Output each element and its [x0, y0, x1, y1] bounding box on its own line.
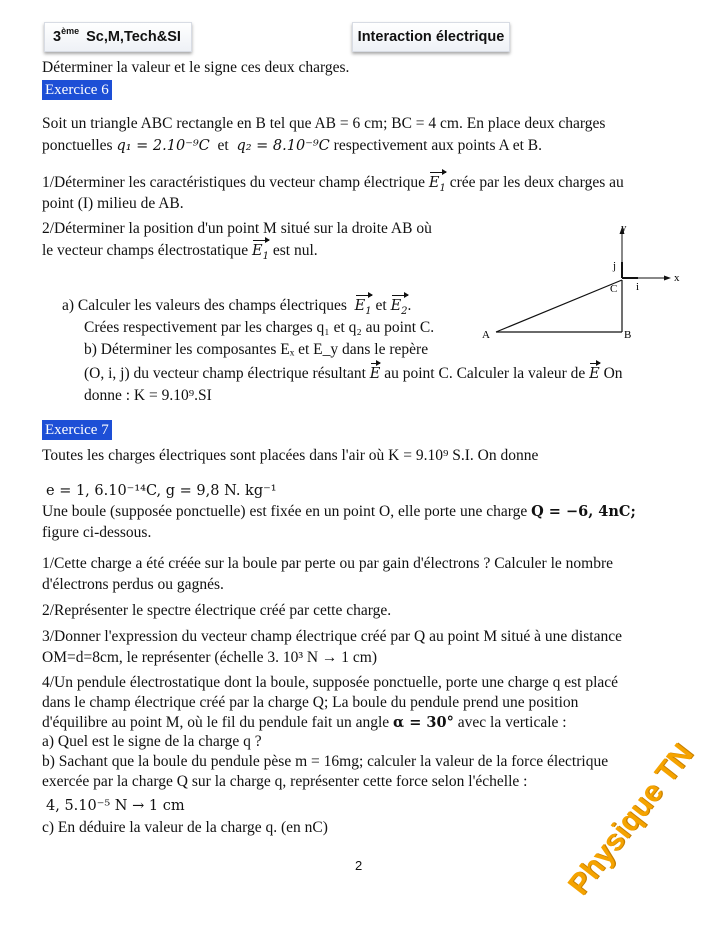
ex7-q4-b: dans le champ électrique créé par la charge Q; La boule du pendule prend une position	[42, 694, 579, 711]
ex6-qa-text: a) Calculer les valeurs des champs électriques	[62, 297, 347, 314]
ex6-q2-line-b	[42, 241, 318, 263]
ex7-q4-item-b-1: b) Sachant que la boule du pendule pèse m = 16mg; calculer la valeur de la force électrique	[42, 753, 609, 770]
ex6-q1-text-b: crée par les deux charges au	[449, 174, 624, 191]
ex7-q4-item-b-2: exercée par la charge Q sur la charge q, représenter cette force selon l'échelle :	[42, 773, 528, 790]
label-x: x	[674, 272, 680, 284]
label-a: A	[482, 329, 490, 341]
ex6-qb-text-b: au point C. Calculer la valeur de	[384, 365, 586, 382]
ex7-scale: 4, 5.10⁻⁵ N → 1 cm	[46, 798, 185, 814]
ex7-q3-a: 3/Donner l'expression du vecteur champ électrique créé par Q au point M situé à une distance	[42, 628, 622, 645]
level-superscript: ème	[61, 26, 80, 37]
label-c: C	[610, 283, 618, 295]
ex6-qa-and: et	[375, 297, 387, 314]
q1-value: q₁ = 2.10⁻⁹C	[116, 138, 210, 154]
ex6-statement-2-and: et	[217, 137, 229, 154]
ex6-qa-line-1: a) Calculer les valeurs des champs électriques $E_1$ et $E_2$.	[62, 297, 412, 317]
x-axis-arrow	[664, 276, 671, 281]
ex6-q2-text-prefix: le vecteur champs électrostatique	[42, 242, 249, 259]
page-number: 2	[355, 858, 363, 873]
ex6-q1-line-a	[42, 173, 624, 195]
ex6-qb-text-c: On	[603, 365, 623, 382]
charge-q-value: Q = −6, 4nC;	[531, 503, 636, 520]
ex7-q4-c	[42, 713, 567, 733]
label-y: y	[621, 222, 627, 234]
label-i: i	[636, 281, 640, 293]
ex7-line-3	[42, 502, 636, 522]
ex7-q4-item-c: c) En déduire la valeur de la charge q. (en nC)	[42, 819, 328, 836]
q2-value: q₂ = 8.10⁻⁹C	[236, 138, 330, 154]
ex6-qb-line-2	[84, 364, 623, 384]
ex6-qb-line-1: b) Déterminer les composantes Eₓ et E_y dans le repère	[84, 341, 429, 358]
ex6-statement-2-prefix: ponctuelles	[42, 137, 113, 154]
ex6-statement-2-suffix: respectivement aux points A et B.	[333, 137, 543, 154]
vector-e1-b: $E_1$	[252, 243, 269, 262]
side-ac	[496, 280, 622, 332]
ex6-statement-1: Soit un triangle ABC rectangle en B tel que AB = 6 cm; BC = 4 cm. En place deux charges	[42, 115, 606, 132]
exercise-7-label: Exercice 7	[42, 420, 112, 440]
ex7-q3-b: OM=d=8cm, le représenter (échelle 3. 10³ N → 1 cm)	[42, 649, 378, 666]
vector-e-resultant: E	[369, 366, 381, 382]
chapter-title: Interaction électrique	[357, 28, 505, 45]
intro-line: Déterminer la valeur et le signe ces deux charges.	[42, 59, 350, 76]
ex7-q4-c-suffix: avec la verticale :	[457, 714, 567, 731]
ex6-q1-line-c: point (I) milieu de AB.	[42, 195, 184, 212]
ex7-line-3-text: Une boule (supposée ponctuelle) est fixée en un point O, elle porte une charge	[42, 503, 528, 520]
ex6-qb-line-3: donne : K = 9.10⁹.SI	[84, 387, 212, 404]
label-j: j	[613, 260, 617, 272]
ex6-q2-line-a: 2/Déterminer la position d'un point M situé sur la droite AB où	[42, 220, 432, 237]
ex7-q4-item-a: a) Quel est le signe de la charge q ?	[42, 733, 262, 750]
ex6-q1-text-a: 1/Déterminer les caractéristiques du vecteur champ électrique	[42, 174, 426, 191]
vector-e1: $E_1$	[428, 175, 446, 194]
ex6-q2-text-suffix: est nul.	[272, 242, 318, 259]
triangle-figure	[480, 222, 690, 347]
ex6-qb-text-a: (O, i, j) du vecteur champ électrique résultant	[84, 365, 366, 382]
level-header-box	[44, 22, 192, 52]
ex7-q4-c-prefix: d'équilibre au point M, où le fil du pendule fait un angle	[42, 714, 390, 731]
ex6-qa-line-2: Crées respectivement par les charges q₁ et q₂ au point C.	[84, 319, 435, 336]
ex7-line-2: e = 1, 6.10⁻¹⁴C, g = 9,8 N. kg⁻¹	[46, 483, 277, 499]
chapter-title-box	[352, 22, 510, 52]
level-sections: Sc,M,Tech&SI	[86, 28, 181, 45]
vector-e2: $E_2$	[390, 298, 408, 317]
ex7-line-1: Toutes les charges électriques sont placées dans l'air où K = 9.10⁹ S.I. On donne	[42, 447, 539, 464]
ex7-q1-b: d'électrons perdus ou gagnés.	[42, 576, 224, 593]
ex7-q2: 2/Représenter le spectre électrique créé par cette charge.	[42, 602, 392, 619]
vector-e1-c: $E_1$	[354, 298, 372, 317]
exercise-6-label: Exercice 6	[42, 80, 112, 100]
label-b: B	[624, 329, 632, 341]
vector-e-resultant-b: E	[589, 366, 600, 382]
ex7-line-4: figure ci-dessous.	[42, 524, 152, 541]
ex7-q4-a: 4/Un pendule électrostatique dont la boule, supposée ponctuelle, porte une charge q est placé	[42, 674, 619, 691]
angle-alpha: α = 30°	[393, 714, 454, 731]
watermark: Physique TN	[561, 737, 700, 902]
ex7-q1-a: 1/Cette charge a été créée sur la boule par perte ou par gain d'électrons ? Calculer le nombre	[42, 555, 614, 572]
ex6-statement-2	[42, 136, 542, 156]
level-number: 3	[53, 28, 62, 45]
